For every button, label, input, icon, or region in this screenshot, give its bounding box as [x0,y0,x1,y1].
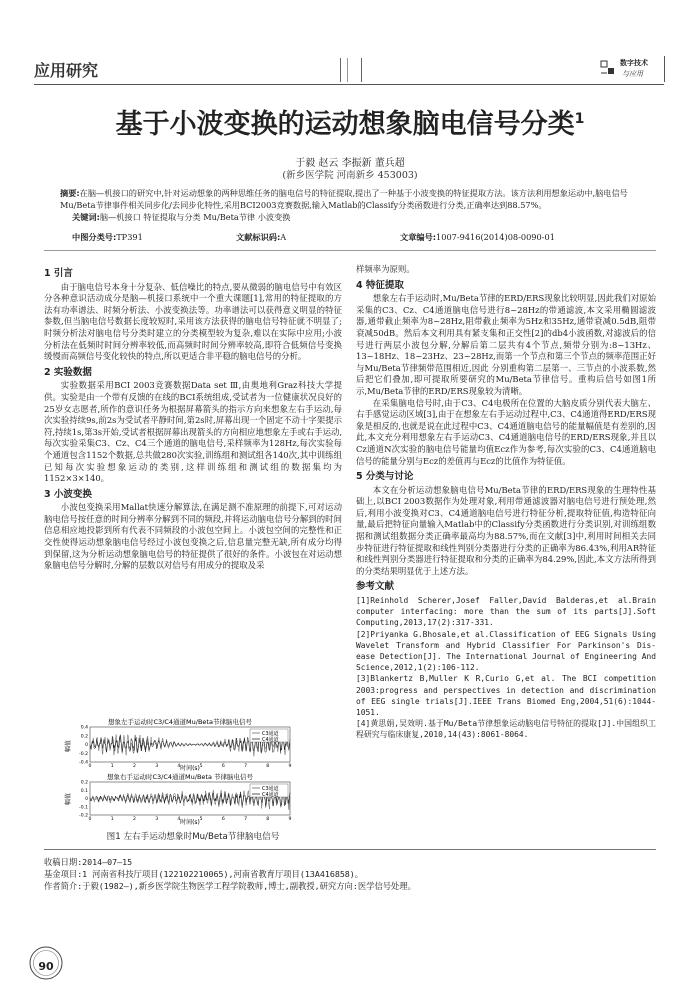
authors: 于毅 赵云 李振新 董兵超 [295,158,405,169]
paragraph: 在采集脑电信号时,由于C3、C4电极所在位置的大脑皮质分别代表大脑左、右手感觉运动区域[3],由于在想象左右手运动过程中,C3、C4通道得ERD/ERS现象是相反的,也就是说在此过程中C3、C4通道脑电信号的能量幅值是有差别的,因此,本文充分利用想象左右手运动C3、C4通道脑电信号的ERD/ERS现象,并且以Cz通道N次实验的脑电信号能量均值Ecz作为参考,每次实验的C3、C4通道脑电信号的能量分别与Ecz的差值再与Ecz的比值作为特征值。 [356,397,656,466]
paragraph: 实验数据采用BCI 2003竞赛数据Data set Ⅲ,由奥地利Graz科技大学提供。实验是由一个带有反馈的在线的BCI系统组成,受试者为一位健康状况良好的25岁女志愿者,所作的意识任务为根据屏幕箭头的指示方向来想象左右手运动,每次实验持续9s,前2s为受试者平静时间,第2s时,屏幕出现一个固定不动十字架提示符,持续1s,第3s开始,受试者根据屏幕出现箭头的方向相应地想象左手或右手运动,每次实验采集C3、Cz、C4三个通道的脑电信号,采样频率为128Hz,每次实验每个通道包含1152个数据,总共做280次实验,训练组和测试组各140次,其中训练组已知每次实验想象运动的类别,这样训练组和测试组的数据集均为1152×3×140。 [44,380,342,484]
x-tick-label: 1 [110,764,114,769]
section-heading: 3 小波变换 [44,488,92,500]
legend-entry-c3: C3通道 [262,731,279,737]
x-tick-label: 5 [199,764,203,769]
figure-eeg-signals [60,716,330,826]
received-date: 收稿日期:2014—07—15 [44,857,133,867]
abstract [60,187,650,223]
x-tick-label: 0 [88,817,92,822]
legend-entry-c3: C3通道 [262,786,279,792]
paragraph: 想象左右手运动时,Mu/Beta节律的ERD/ERS现象比较明显,因此我们对原始采集的C3、Cz、C4通道脑电信号进行8~28Hz的带通滤波,本文采用椭圆滤波器,通带截止频率为8~28Hz,阻带截止频率为5Hz和35Hz,通带衰减0.5dB,阻带衰减50dB。然后本文利用具有紧支集和正交性[2]的db4小波函数,对滤波后的信号进行两层小波包分解,分解后第二层共有4个节点,频带分别为:8~13Hz、13~18Hz、18~23Hz、23~28Hz,而第一个节点和第三个节点的频率范围正好与Mu/Beta节律频带范围相近,因此 分别重构第二层第一、三节点的小波系数,然后把它们叠加,即可提取所要研究的Mu/Beta节律信号。重构后信号如图1所示,Mu/Beta节律的ERD/ERS现象较为清晰。 [356,293,656,396]
footnote-rule [44,849,656,850]
paragraph: 小波包变换采用Mallat快速分解算法,在满足测不准原理的前提下,可对运动脑电信号按任意的时间分辨率分解到不同的频段,并将运动脑电信号分解到的时间信息相应地投影到所有代表不同频段的小波包空间上。小波包空间的完整性和正交性使得运动想象脑电信号经过小波包变换之后,信息量完整无缺,所有成分均得到保留,这为分析运动想象脑电信号的特征提供了很好的条件。小波包在对运动想象脑电信号分解时,分解的层数以对信号有用成分的提取及采 [44,502,342,571]
keywords: 脑—机接口 特征提取与分类 Mu/Beta节律 小波变换 [99,212,291,222]
section-heading: 4 特征提取 [356,279,404,291]
left-column [44,264,342,572]
journal-name-line1: 数字技术 [620,58,648,67]
title-footnote-mark: 1 [574,111,585,127]
x-tick-label: 9 [288,817,292,822]
x-tick-label: 3 [155,764,159,769]
x-tick-label: 5 [199,817,203,822]
figure-caption: 图1 左右手运动想象时Mu/Beta节律脑电信号 [106,832,280,842]
y-axis-label: 幅值 [65,739,72,753]
figure-panel-right-hand [64,772,292,826]
y-tick-label: -0.1 [79,805,88,811]
x-tick-label: 7 [244,817,248,822]
y-tick-label: -0.2 [79,813,88,819]
panel-title: 想象左手运动时C3/C4通道Mu/Beta节律脑电信号 [108,718,252,726]
legend-entry-c4: C4通道 [262,737,279,743]
reference-list [356,595,656,741]
x-tick-label: 1 [110,817,114,822]
article-number: 文章编号:1007-9416(2014)08-0090-01 [400,232,555,242]
paragraph: 样频率为原则。 [356,264,415,274]
y-tick-label: 0.2 [80,734,88,740]
reference-item: [1]Reinhold Scherer,Josef Faller,David Balderas,et al.Brain computer interfacing: more than the sum of its parts[J].Soft Computing,2013,17(2):317-331. [356,596,656,628]
page-number: 90 [38,960,54,973]
x-tick-label: 4 [177,764,181,769]
y-tick-label: -0.2 [79,751,88,757]
x-tick-label: 8 [266,817,270,822]
y-tick-label: -0.4 [79,760,88,766]
journal-name-line2: 与应用 [622,70,643,78]
keywords-label: 关键词: [72,212,100,222]
y-tick-label: 0 [85,797,88,802]
author-bio: 作者简介:于毅(1982—),新乡医学院生物医学工程学院教师,博士,副教授,研究方向:医学信号处理。 [44,881,416,891]
footnotes [44,856,656,892]
x-tick-label: 6 [221,817,225,822]
abstract-label: 摘要: [60,188,80,198]
x-tick-label: 6 [221,764,225,769]
figure-panel-left-hand [64,717,292,772]
y-tick-label: 0.2 [80,780,88,786]
panel-title: 想象右手运动时C3/C4通道Mu/Beta 节律脑电信号 [106,773,254,781]
y-tick-label: 0.1 [80,788,88,794]
header-bars [340,58,362,82]
journal-logo [598,56,665,82]
section-heading: 5 分类与讨论 [356,471,414,483]
affiliation: (新乡医学院 河南新乡 453003) [282,170,418,181]
section-heading: 2 实验数据 [44,366,92,378]
header-rule [34,84,664,85]
legend-entry-c4: C4通道 [262,792,279,798]
abstract-text: 在脑—机接口的研究中,针对运动想象的两种思维任务的脑电信号的特征提取,提出了一种基于小波变换的特征提取方法。该方法利用想象运动中,脑电信号Mu/Beta节律事件相关同步化/去同步化特性,采用BCI2003竞赛数据,输入Matlab的Classify分类函数进行分类,正确率达到88.57%。 [60,188,628,210]
x-tick-label: 8 [266,764,270,769]
paragraph: 由于脑电信号本身十分复杂、低信噪比的特点,要从微弱的脑电信号中有效区分各种意识活动成分是脑—机接口系统中一个重大课题[1],常用的特征提取的方法有功率谱法、时频分析法、小波变换法等。功率谱法可以获得意义明显的特征参数,但当脑电信号数据长度较短时,采用该方法获得的脑电信号特征就不明显了;时频分析法对脑电信号分类时建立的分类模型较为复杂,难以在实际中应用;小波分析法在低频时时间分辨率较低,而高频时时间分辨率较高,即符合低频信号变换缓慢而高频信号变化较快的特点,所以更适合非平稳的脑电信号的分析。 [44,281,342,362]
article-title: 基于小波变换的运动想象脑电信号分类$^1$ [115,109,585,140]
paragraph: 本文在分析运动想象脑电信号Mu/Beta节律的ERD/ERS现象的生理特性基础上,以BCI 2003数据作为处理对象,利用带通滤波器对脑电信号进行预处理,然后,利用小波变换对C3、C4通道脑电信号进行特征分析,提取特征值,构造特征向量,最后把特征向量输入Matlab中的Classify分类函数进行分类识别,对训练组数据和测试组数据分类正确率最高均为88.57%,而在文献[3]中,利用时间相关去同步特征进行特征提取和线性判别分类器进行分类的正确率为86.43%,利用AR特征和线性判别分类器进行特征提取和分类的正确率为84.29%,因此,本文方法所得到的分类结果明显优于上述方法。 [356,484,656,576]
x-axis-label: 时间(s) [180,765,200,772]
x-tick-label: 7 [244,764,248,769]
reference-item: [4]黄思娟,吴效明.基于Mu/Beta节律想象运动脑电信号特征的提取[J].中国组织工程研究与临床康复,2010,14(43):8061-8064. [356,719,656,740]
reference-item: [2]Priyanka G.Bhosale,et al.Classification of EEG Signals Using Wavelet Transform and Hybrid Classifier For Parkinson's Dis-ease Detection[J]. The International Journal of Engineering And Science,2012,1(2):106-112. [356,629,656,673]
x-tick-label: 9 [288,764,292,769]
abstract-divider [44,250,656,251]
y-tick-label: 0.4 [80,725,88,731]
doc-code: 文献标识码:A [236,232,287,242]
fund-note: 基金项目:1 河南省科技厅项目(122102210065),河南省教育厅项目(13A416858)。 [44,869,364,879]
journal-mark-icon [600,59,616,77]
x-tick-label: 0 [88,764,92,769]
right-column [356,264,656,741]
x-axis-label: 时间(s) [180,819,200,826]
x-tick-label: 4 [177,817,181,822]
reference-item: [3]Blankertz B,Muller K R,Curio G,et al. The BCI competition 2003:progress and perspectives in detection and discrimination of EEG single trials[J].IEEE Trans Biomed Eng,2004,51(6):1044-1051. [356,674,656,718]
x-tick-label: 3 [155,817,159,822]
references-heading: 参考文献 [356,581,395,593]
header-bar [347,58,348,82]
section-label: 应用研究 [34,61,99,80]
section-heading: 1 引言 [44,268,73,279]
x-tick-label: 2 [132,764,136,769]
clc-number: 中图分类号:TP391 [72,232,143,242]
y-tick-label: 0 [85,743,88,748]
y-axis-label: 幅值 [65,792,72,806]
x-tick-label: 2 [132,817,136,822]
